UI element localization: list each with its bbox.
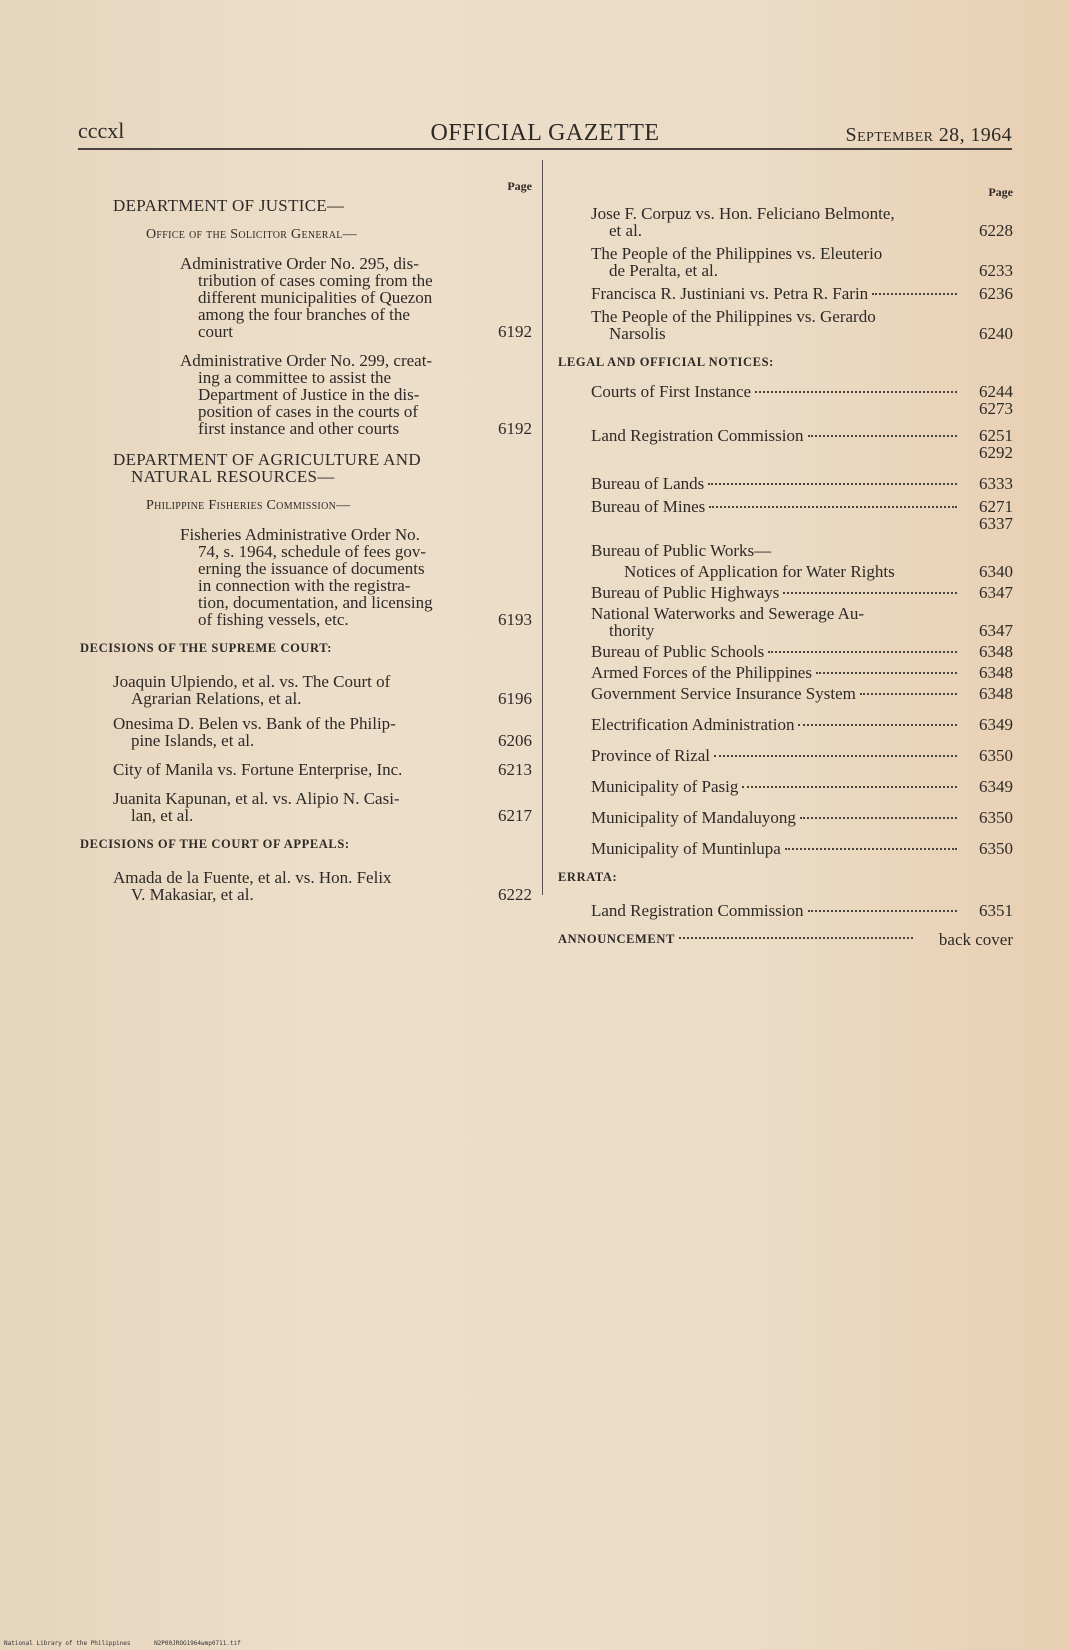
toc-entry-announcement[interactable] <box>558 931 1013 948</box>
entry-line: Municipality of Pasig <box>591 777 739 796</box>
toc-entry-lrc[interactable] <box>591 427 1013 444</box>
supreme-court-heading: DECISIONS OF THE SUPREME COURT: <box>80 641 332 655</box>
entry-line: in connection with the registra- <box>198 576 411 595</box>
announcement-label: ANNOUNCEMENT <box>558 932 675 946</box>
toc-entry-sc-case[interactable] <box>113 790 532 824</box>
toc-entry-rizal[interactable] <box>591 747 1013 764</box>
entry-line: first instance and other courts <box>198 419 400 438</box>
toc-entry-ca-case[interactable] <box>113 869 532 903</box>
toc-entry-fao74[interactable] <box>180 526 532 628</box>
dot-leader <box>755 391 957 393</box>
page-column-label: Page <box>507 179 532 193</box>
toc-entry-cfi[interactable] <box>591 383 1013 400</box>
column-divider <box>542 160 543 895</box>
toc-entry-bph[interactable] <box>591 584 1013 601</box>
entry-line: Province of Rizal <box>591 746 710 765</box>
entry-line: Agrarian Relations, et al. <box>131 689 302 708</box>
dot-leader <box>708 483 957 485</box>
dot-leader <box>800 817 957 819</box>
entry-line: et al. <box>609 221 643 240</box>
toc-entry-nwsa[interactable] <box>591 605 1013 639</box>
entry-line: Bureau of Public Highways <box>591 583 780 602</box>
dot-leader <box>808 910 958 912</box>
entry-page: back cover <box>938 930 1013 949</box>
page-number: cccxl <box>78 118 125 143</box>
dot-leader <box>785 848 957 850</box>
toc-entry-sc-case[interactable] <box>113 761 532 778</box>
toc-entry-gsis[interactable] <box>591 685 1013 702</box>
dept-agri-heading <box>113 451 526 485</box>
entry-line: Bureau of Lands <box>591 474 705 493</box>
dept-agri-line-1: DEPARTMENT OF AGRICULTURE AND <box>113 450 421 469</box>
entry-line: thority <box>609 621 655 640</box>
dot-leader <box>768 651 957 653</box>
toc-entry-afp[interactable] <box>591 664 1013 681</box>
entry-line: Municipality of Mandaluyong <box>591 808 796 827</box>
entry-page: 6192 <box>498 419 532 438</box>
entry-line: de Peralta, et al. <box>609 261 719 280</box>
entry-page: 6196 <box>498 689 532 708</box>
entry-page: 6350 <box>979 808 1013 827</box>
entry-line: different municipalities of Quezon <box>198 288 433 307</box>
entry-page: 6244 <box>979 382 1013 401</box>
entry-page: 6348 <box>979 642 1013 661</box>
toc-entry-case[interactable] <box>591 205 1013 239</box>
entry-page: 6192 <box>498 322 532 341</box>
issue-date: September 28, 1964 <box>845 124 1012 146</box>
entry-page: 6351 <box>979 901 1013 920</box>
toc-entry-lands[interactable] <box>591 475 1013 492</box>
entry-line: court <box>198 322 233 341</box>
office-pfc-heading: Philippine Fisheries Commission— <box>146 498 351 513</box>
entry-line: Bureau of Mines <box>591 497 706 516</box>
dept-justice-heading: DEPARTMENT OF JUSTICE— <box>113 196 345 215</box>
entry-page: 6228 <box>979 221 1013 240</box>
toc-entry-errata-lrc[interactable] <box>591 902 1013 919</box>
entry-line: ing a committee to assist the <box>198 368 392 387</box>
entry-line: Land Registration Commission <box>591 901 804 920</box>
entry-page: 6206 <box>498 731 532 750</box>
toc-entry-water-rights[interactable] <box>624 563 1013 580</box>
toc-entry-case[interactable] <box>591 285 1013 302</box>
entry-line: The People of the Philippines vs. Gerardo <box>591 307 876 326</box>
entry-page: 6350 <box>979 839 1013 858</box>
dot-leader <box>860 693 957 695</box>
entry-line: Administrative Order No. 295, dis- <box>180 254 419 273</box>
entry-line: Amada de la Fuente, et al. vs. Hon. Felix <box>113 868 392 887</box>
entry-page: 6222 <box>498 885 532 904</box>
entry-line: Joaquin Ulpiendo, et al. vs. The Court of <box>113 672 391 691</box>
entry-line: erning the issuance of documents <box>198 559 425 578</box>
entry-page: 6349 <box>979 715 1013 734</box>
entry-line: Department of Justice in the dis- <box>198 385 420 404</box>
entry-page-extra: 6273 <box>979 399 1013 418</box>
entry-page: 6236 <box>979 284 1013 303</box>
toc-entry-sc-case[interactable] <box>113 673 532 707</box>
entry-line: Juanita Kapunan, et al. vs. Alipio N. Casi- <box>113 789 400 808</box>
entry-line: Courts of First Instance <box>591 382 752 401</box>
entry-page: 6217 <box>498 806 532 825</box>
toc-entry-muntinlupa[interactable] <box>591 840 1013 857</box>
entry-line: position of cases in the courts of <box>198 402 419 421</box>
entry-line: Land Registration Commission <box>591 426 804 445</box>
entry-page: 6347 <box>979 583 1013 602</box>
right-column <box>558 178 1013 948</box>
dept-agri-line-2: NATURAL RESOURCES— <box>131 467 335 486</box>
dot-leader <box>679 937 913 939</box>
toc-entry-ao299[interactable] <box>180 352 532 437</box>
entry-line: Francisca R. Justiniani vs. Petra R. Farin <box>591 284 869 303</box>
entry-page: 6348 <box>979 684 1013 703</box>
entry-page: 6213 <box>498 760 532 779</box>
entry-line: lan, et al. <box>131 806 194 825</box>
toc-entry-mandaluyong[interactable] <box>591 809 1013 826</box>
entry-line: City of Manila vs. Fortune Enterprise, Inc. <box>113 760 403 779</box>
entry-page: 6349 <box>979 777 1013 796</box>
dot-leader <box>808 435 958 437</box>
entry-line: Administrative Order No. 299, creat- <box>180 351 433 370</box>
toc-entry-case[interactable] <box>591 308 1013 342</box>
entry-page-extra: 6337 <box>979 514 1013 533</box>
header-rule <box>78 148 1012 150</box>
office-sg-heading: Office of the Solicitor General— <box>146 227 357 242</box>
toc-entry-pasig[interactable] <box>591 778 1013 795</box>
entry-line: V. Makasiar, et al. <box>131 885 254 904</box>
entry-line: of fishing vessels, etc. <box>198 610 349 629</box>
entry-line: Municipality of Muntinlupa <box>591 839 781 858</box>
entry-page: 6340 <box>979 562 1013 581</box>
entry-line: The People of the Philippines vs. Eleuterio <box>591 244 883 263</box>
entry-line: 74, s. 1964, schedule of fees gov- <box>198 542 427 561</box>
entry-line: Armed Forces of the Philippines <box>591 663 812 682</box>
entry-page: 6193 <box>498 610 532 629</box>
library-credit: National Library of the Philippines <box>4 1640 131 1647</box>
toc-entry-ea[interactable] <box>591 716 1013 733</box>
entry-line: pine Islands, et al. <box>131 731 255 750</box>
dot-leader <box>714 755 957 757</box>
toc-entry-ao295[interactable] <box>180 255 532 340</box>
entry-page: 6271 <box>979 497 1013 516</box>
left-column <box>80 178 532 903</box>
dot-leader <box>783 592 957 594</box>
entry-line: Jose F. Corpuz vs. Hon. Feliciano Belmonte, <box>591 204 895 223</box>
publication-title: OFFICIAL GAZETTE <box>430 120 660 146</box>
dot-leader <box>798 724 957 726</box>
toc-entry-bps[interactable] <box>591 643 1013 660</box>
entry-page: 6240 <box>979 324 1013 343</box>
dot-leader <box>742 786 957 788</box>
entry-line: tion, documentation, and licensing <box>198 593 433 612</box>
scan-footer <box>4 1640 261 1647</box>
entry-line: Fisheries Administrative Order No. <box>180 525 420 544</box>
toc-entry-mines[interactable] <box>591 498 1013 515</box>
entry-page: 6251 <box>979 426 1013 445</box>
entry-page: 6348 <box>979 663 1013 682</box>
entry-line: tribution of cases coming from the <box>198 271 433 290</box>
entry-line: Bureau of Public Schools <box>591 642 765 661</box>
scan-filename: N2P00JROG1964wmp0711.tif <box>154 1640 241 1647</box>
entry-page: 6347 <box>979 621 1013 640</box>
entry-page-extra: 6292 <box>979 443 1013 462</box>
entry-line: National Waterworks and Sewerage Au- <box>591 604 865 623</box>
entry-line: Government Service Insurance System <box>591 684 856 703</box>
entry-page: 6333 <box>979 474 1013 493</box>
entry-line: Electrification Administration <box>591 715 795 734</box>
page-column-label: Page <box>988 185 1013 199</box>
toc-entry-sc-case[interactable] <box>113 715 532 749</box>
bpw-heading: Bureau of Public Works— <box>591 541 772 560</box>
dot-leader <box>709 506 957 508</box>
entry-line: Narsolis <box>609 324 666 343</box>
entry-page: 6233 <box>979 261 1013 280</box>
entry-line: among the four branches of the <box>198 305 410 324</box>
entry-line: Notices of Application for Water Rights <box>624 562 895 581</box>
entry-line: Onesima D. Belen vs. Bank of the Philip- <box>113 714 396 733</box>
legal-notices-heading: LEGAL AND OFFICIAL NOTICES: <box>558 355 774 369</box>
toc-entry-case[interactable] <box>591 245 1013 279</box>
errata-heading: ERRATA: <box>558 870 618 884</box>
court-of-appeals-heading: DECISIONS OF THE COURT OF APPEALS: <box>80 837 350 851</box>
dot-leader <box>872 293 957 295</box>
entry-page: 6350 <box>979 746 1013 765</box>
dot-leader <box>816 672 957 674</box>
